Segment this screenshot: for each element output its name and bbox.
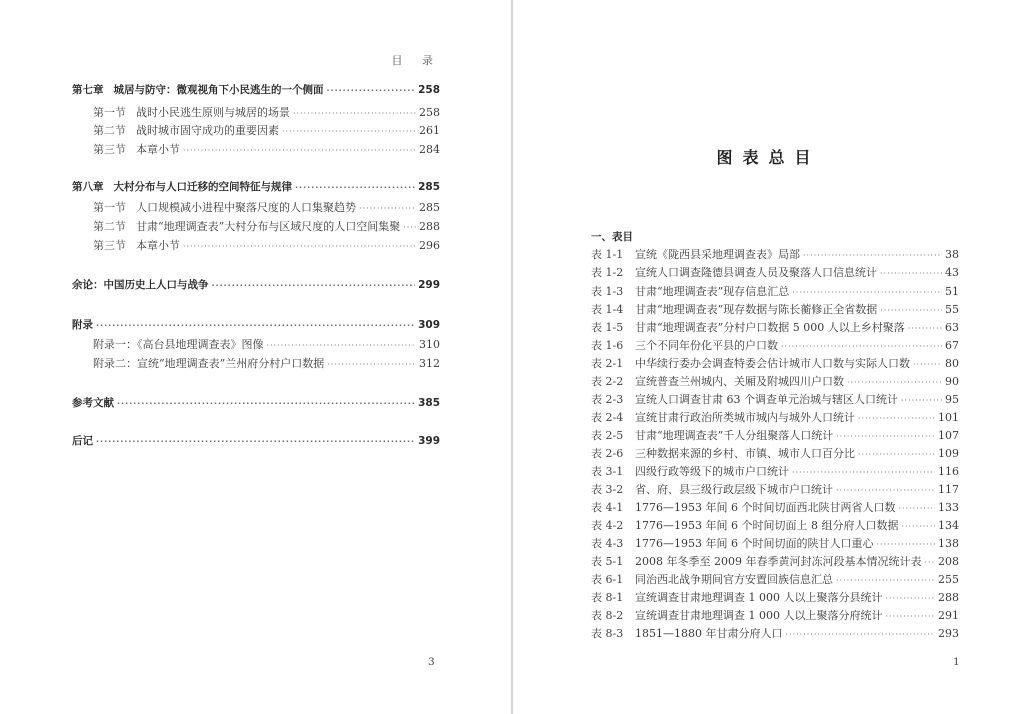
table-title: 中华续行委办会调查特委会估计城市人口数与实际人口数 [635,357,910,370]
leader-dots [96,318,415,333]
table-id: 表 1-6 [591,339,624,352]
leader-dots [876,537,935,552]
table-title: 宣统人口调查甘肃 63 个调查单元治城与辖区人口统计 [635,393,898,406]
section-title: 本章小节 [136,143,180,156]
page-ref: 293 [938,627,959,640]
table-title: 宣统《陇西县采地理调查表》局部 [635,248,800,261]
table-list-item[interactable] [591,356,959,372]
page-ref: 310 [419,338,440,351]
leader-dots [836,573,935,588]
leader-dots [212,278,416,293]
leader-dots [858,411,935,426]
entry-title: 附录 [72,319,93,331]
table-id: 表 2-2 [591,375,624,388]
table-list-item[interactable] [591,626,959,642]
table-id: 表 2-1 [591,357,624,370]
left-page [0,0,511,714]
table-list-item[interactable] [591,338,959,354]
page-ref: 291 [938,609,959,622]
page-ref: 299 [418,279,440,291]
table-id: 表 4-3 [591,537,624,550]
table-list-item[interactable] [591,464,959,480]
page-ref: 285 [419,201,440,214]
table-id: 表 8-3 [591,627,624,640]
page-title: 图表总目 [716,148,821,167]
table-list-item[interactable] [591,284,959,300]
page-ref: 38 [945,248,959,261]
table-list-item[interactable] [591,320,959,336]
toc-chapter-7[interactable] [72,83,440,98]
toc-section[interactable] [93,238,440,254]
table-id: 表 1-4 [591,303,624,316]
table-list-item[interactable] [591,392,959,408]
table-id: 表 6-1 [591,573,624,586]
page-ref: 285 [418,181,440,193]
toc-section[interactable] [93,219,440,235]
section-title: 本章小节 [136,239,180,252]
table-title: 1776—1953 年间 6 个时间切面西北陕甘两省人口数 [635,501,896,514]
section-number: 第二节 [93,220,126,233]
page-ref: 43 [945,266,959,279]
table-id: 表 4-1 [591,501,624,514]
leader-dots [858,447,935,462]
leader-dots [359,201,416,216]
table-title: 省、府、县三级行政层级下城市户口统计 [635,483,833,496]
page-ref: 116 [938,465,959,478]
table-list-item[interactable] [591,428,959,444]
leader-dots [901,393,942,408]
leader-dots [781,339,942,354]
toc-section[interactable] [93,142,440,158]
leader-dots [885,591,935,606]
table-list-item[interactable] [591,554,959,570]
page-ref: 80 [945,357,959,370]
toc-epilogue[interactable] [72,278,440,293]
page-ref: 284 [419,143,440,156]
page-ref: 67 [945,339,959,352]
leader-dots [885,609,935,624]
table-id: 表 2-5 [591,429,624,442]
table-title: 2008 年冬季至 2009 年春季黄河封冻河段基本情况统计表 [635,555,922,568]
table-title: 四级行政等级下的城市户口统计 [635,465,789,478]
table-title: 1851—1880 年甘肃分府人口 [635,627,783,640]
page-ref: 138 [938,537,959,550]
entry-title: 附录二：宣统“地理调查表”兰州府分村户口数据 [93,357,325,370]
page-ref: 107 [938,429,959,442]
toc-references[interactable] [72,396,440,411]
table-id: 表 2-3 [591,393,624,406]
table-id: 表 1-2 [591,266,624,279]
page-ref: 117 [938,483,959,496]
chapter-number: 第七章 [72,84,104,96]
table-list-item[interactable] [591,590,959,606]
table-title: 甘肃“地理调查表”现存信息汇总 [635,285,790,298]
page-ref: 309 [418,319,440,331]
table-id: 表 1-5 [591,321,624,334]
page-ref: 134 [938,519,959,532]
section-heading: 一、表目 [591,231,633,243]
leader-dots [847,375,942,390]
section-number: 第一节 [93,106,126,119]
table-title: 宣统普查兰州城内、关厢及附城四川户口数 [635,375,844,388]
page-ref: 133 [938,501,959,514]
table-title: 宣统甘肃行政治所类城市城内与城外人口统计 [635,411,855,424]
table-id: 表 8-1 [591,591,624,604]
toc-section[interactable] [93,123,440,139]
page-ref: 288 [938,591,959,604]
page-ref: 288 [419,220,440,233]
toc-section[interactable] [93,200,440,216]
leader-dots [880,266,942,281]
page-number: 1 [953,656,960,668]
toc-appendix-item[interactable] [93,356,440,372]
leader-dots [183,143,416,158]
leader-dots [913,357,942,372]
leader-dots [96,434,415,449]
page-ref: 255 [938,573,959,586]
leader-dots [908,321,942,336]
page-ref: 258 [419,106,440,119]
section-number: 第三节 [93,239,126,252]
entry-title: 后记 [72,435,93,447]
table-list-item[interactable] [591,265,959,281]
table-id: 表 5-1 [591,555,624,568]
chapter-title: 城居与防守：微观视角下小民逃生的一个侧面 [113,84,324,96]
leader-dots [183,239,416,254]
page-ref: 385 [418,397,440,409]
table-list-item[interactable] [591,518,959,534]
leader-dots [924,555,935,570]
leader-dots [901,519,935,534]
leader-dots [803,248,942,263]
right-page [513,0,1024,714]
table-id: 表 2-6 [591,447,624,460]
toc-appendix[interactable] [72,318,440,333]
leader-dots [293,106,416,121]
table-list-item[interactable] [591,410,959,426]
page-ref: 90 [945,375,959,388]
table-id: 表 3-1 [591,465,624,478]
leader-dots [898,501,935,516]
page-ref: 51 [945,285,959,298]
table-id: 表 2-4 [591,411,624,424]
table-list-item[interactable] [591,536,959,552]
table-title: 三个不同年份化平县的户口数 [635,339,778,352]
entry-title: 附录一：《高台县地理调查表》图像 [93,338,264,351]
table-list-item[interactable] [591,500,959,516]
leader-dots [403,220,416,235]
leader-dots [117,396,415,411]
leader-dots [836,429,935,444]
section-title: 战时小民逃生原则与城居的场景 [136,106,290,119]
leader-dots [327,357,416,372]
table-id: 表 8-2 [591,609,624,622]
section-number: 第三节 [93,143,126,156]
page-ref: 95 [945,393,959,406]
leader-dots [836,483,935,498]
table-title: 甘肃“地理调查表”分村户口数据 5 000 人以上乡村聚落 [635,321,905,334]
leader-dots [295,180,415,195]
leader-dots [880,303,942,318]
table-title: 甘肃“地理调查表”千人分组聚落人口统计 [635,429,834,442]
page-ref: 109 [938,447,959,460]
page-ref: 261 [419,124,440,137]
entry-title: 参考文献 [72,397,114,409]
leader-dots [785,627,935,642]
table-id: 表 4-2 [591,519,624,532]
page-ref: 296 [419,239,440,252]
page-ref: 101 [938,411,959,424]
table-title: 宣统调查甘肃地理调查 1 000 人以上聚落分县统计 [635,591,883,604]
table-list-item[interactable] [591,247,959,263]
section-title: 甘肃“地理调查表”大村分布与区域尺度的人口空间集聚 [136,220,401,233]
section-title: 人口规模减小进程中聚落尺度的人口集聚趋势 [136,201,356,214]
page-ref: 399 [418,435,440,447]
table-title: 宣统调查甘肃地理调查 1 000 人以上聚落分府统计 [635,609,883,622]
section-number: 第一节 [93,201,126,214]
table-title: 三种数据来源的乡村、市镇、城市人口百分比 [635,447,855,460]
leader-dots [792,285,942,300]
table-list-item[interactable] [591,572,959,588]
table-list-item[interactable] [591,302,959,318]
chapter-number: 第八章 [72,181,104,193]
table-list-item[interactable] [591,446,959,462]
table-title: 同治西北战争期间官方安置回族信息汇总 [635,573,833,586]
table-title: 1776—1953 年间 6 个时间切面上 8 组分府人口数据 [635,519,899,532]
table-id: 表 3-2 [591,483,624,496]
page-ref: 208 [938,555,959,568]
section-number: 第二节 [93,124,126,137]
table-title: 宣统人口调查隆德县调查人员及聚落人口信息统计 [635,266,877,279]
table-list-item[interactable] [591,374,959,390]
table-list-item[interactable] [591,608,959,624]
page-ref: 312 [419,357,440,370]
toc-appendix-item[interactable] [93,337,440,353]
table-id: 表 1-1 [591,248,624,261]
page-number: 3 [428,656,435,668]
page-ref: 55 [945,303,959,316]
table-title: 甘肃“地理调查表”现存数据与陈长蘅修正全省数据 [635,303,878,316]
toc-section[interactable] [93,105,440,121]
table-id: 表 1-3 [591,285,624,298]
toc-postscript[interactable] [72,434,440,449]
table-title: 1776—1953 年间 6 个时间切面的陕甘人口重心 [635,537,874,550]
section-title: 战时城市固守成功的重要因素 [136,124,279,137]
chapter-title: 大村分布与人口迁移的空间特征与规律 [113,181,292,193]
leader-dots [327,83,416,98]
page-header: 目 录 [391,54,441,67]
toc-chapter-8[interactable] [72,180,440,195]
page-ref: 258 [418,84,440,96]
leader-dots [792,465,935,480]
page-ref: 63 [945,321,959,334]
leader-dots [282,124,416,139]
leader-dots [267,338,417,353]
entry-title: 余论：中国历史上人口与战争 [72,279,209,291]
table-list-item[interactable] [591,482,959,498]
